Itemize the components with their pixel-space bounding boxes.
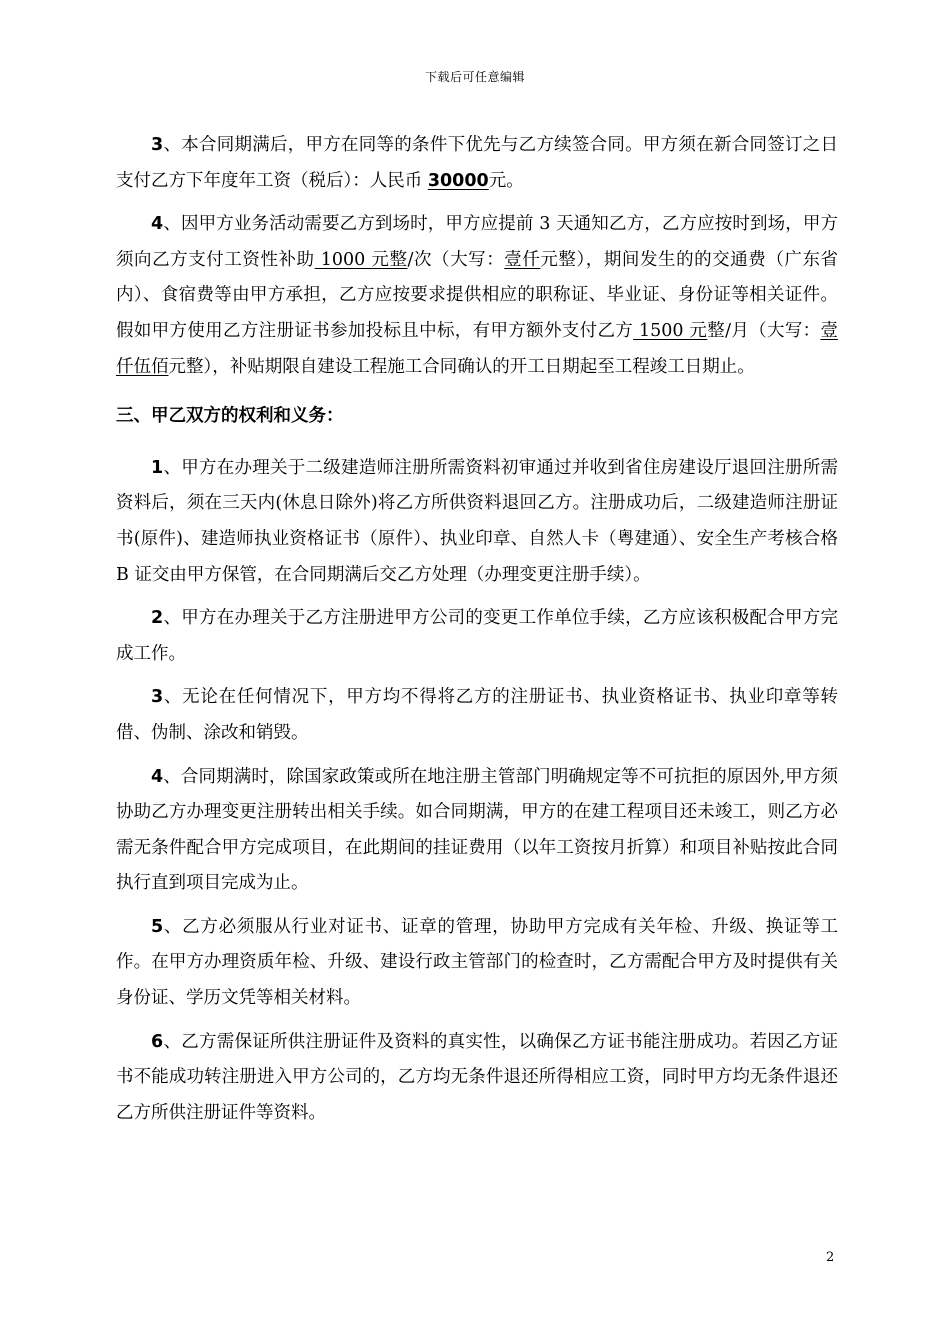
item-number: 2 xyxy=(151,608,164,629)
clause-number: 3 xyxy=(151,135,164,155)
obligation-item-5 xyxy=(116,910,838,1017)
item-text: 、甲方在办理关于乙方注册进甲方公司的变更工作单位手续，乙方应该积极配合甲方完成工作。 xyxy=(116,608,838,664)
item-text: 、合同期满时，除国家政策或所在地注册主管部门明确规定等不可抗拒的原因外,甲方须协助乙方办理变更注册转出相关手续。如合同期满，甲方的在建工程项目还未竣工，则乙方必需无条件配合甲方完成项目，在此期间的挂证费用（以年工资按月折算）和项目补贴按此合同执行直到项目完成为止。 xyxy=(116,766,838,894)
clause-3-paragraph xyxy=(116,128,838,199)
clause-4-paragraph xyxy=(116,207,838,385)
clause-number: 4 xyxy=(151,214,164,235)
clause-text: 元整），期间发生的的交通费（广东省内）、食宿费等由甲方承担，乙方应按要求提供相应的职称证、毕业证、身份证等相关证件。假如甲方使用乙方注册证书参加投标且中标，有甲方额外支付乙方 xyxy=(116,249,839,341)
item-text: 、甲方在办理关于二级建造师注册所需资料初审通过并收到省住房建设厅退回注册所需资料后，须在三天内(休息日除外)将乙方所供资料退回乙方。注册成功后，二级建造师注册证书(原件)、建造师执业资格证书（原件）、执业印章、自然人卡（粤建通）、安全生产考核合格 B 证交由甲方保管，在合同期满后交乙方处理（办理变更注册手续）。 xyxy=(116,457,838,585)
obligation-item-3 xyxy=(116,680,838,751)
clause-text: /次（大写： xyxy=(407,249,505,270)
clause-text: 元整），补贴期限自建设工程施工合同确认的开工日期起至工程竣工日期止。 xyxy=(168,356,755,377)
salary-amount: 30000 xyxy=(427,170,489,191)
subsidy-amount-chinese: 壹仟 xyxy=(504,249,541,270)
item-text: 、乙方需保证所供注册证件及资料的真实性，以确保乙方证书能注册成功。若因乙方证书不能成功转注册进入甲方公司的，乙方均无条件退还所得相应工资，同时甲方均无条件退还乙方所供注册证件等资料。 xyxy=(116,1031,838,1123)
bonus-amount-chinese: 壹仟伍佰 xyxy=(116,320,838,377)
clause-text: 、本合同期满后，甲方在同等的条件下优先与乙方续签合同。甲方须在新合同签订之日支付乙方下年度年工资（税后）：人民币 xyxy=(116,135,838,191)
item-number: 5 xyxy=(151,916,164,937)
item-text: 、乙方必须服从行业对证书、证章的管理，协助甲方完成有关年检、升级、换证等工作。在甲方办理资质年检、升级、建设行政主管部门的检查时，乙方需配合甲方及时提供有关身份证、学历文凭等相关材料。 xyxy=(116,916,838,1009)
page-number: 2 xyxy=(826,1250,835,1265)
page-header: 下载后可任意编辑 xyxy=(424,70,525,84)
bonus-amount: 1500 元 xyxy=(633,320,708,341)
obligation-item-1 xyxy=(116,451,838,593)
obligation-item-4 xyxy=(116,760,838,902)
section-3-heading: 三、甲乙双方的权利和义务： xyxy=(116,406,344,427)
item-text: 、无论在任何情况下，甲方均不得将乙方的注册证书、执业资格证书、执业印章等转借、伪制、涂改和销毁。 xyxy=(116,687,838,743)
item-number: 3 xyxy=(151,687,164,708)
item-number: 1 xyxy=(151,457,164,478)
clause-text: 整/月（大写： xyxy=(707,320,821,341)
item-number: 4 xyxy=(151,766,164,787)
obligation-item-6 xyxy=(116,1025,838,1132)
item-number: 6 xyxy=(151,1031,164,1052)
subsidy-amount: 1000 元整 xyxy=(314,249,408,270)
obligation-item-2 xyxy=(116,601,838,672)
clause-text: 元。 xyxy=(488,170,524,191)
clause-text: 、因甲方业务活动需要乙方到场时，甲方应提前 3 天通知乙方，乙方应按时到场，甲方须向乙方支付工资性补助 xyxy=(116,214,838,270)
document-body xyxy=(116,128,838,1131)
